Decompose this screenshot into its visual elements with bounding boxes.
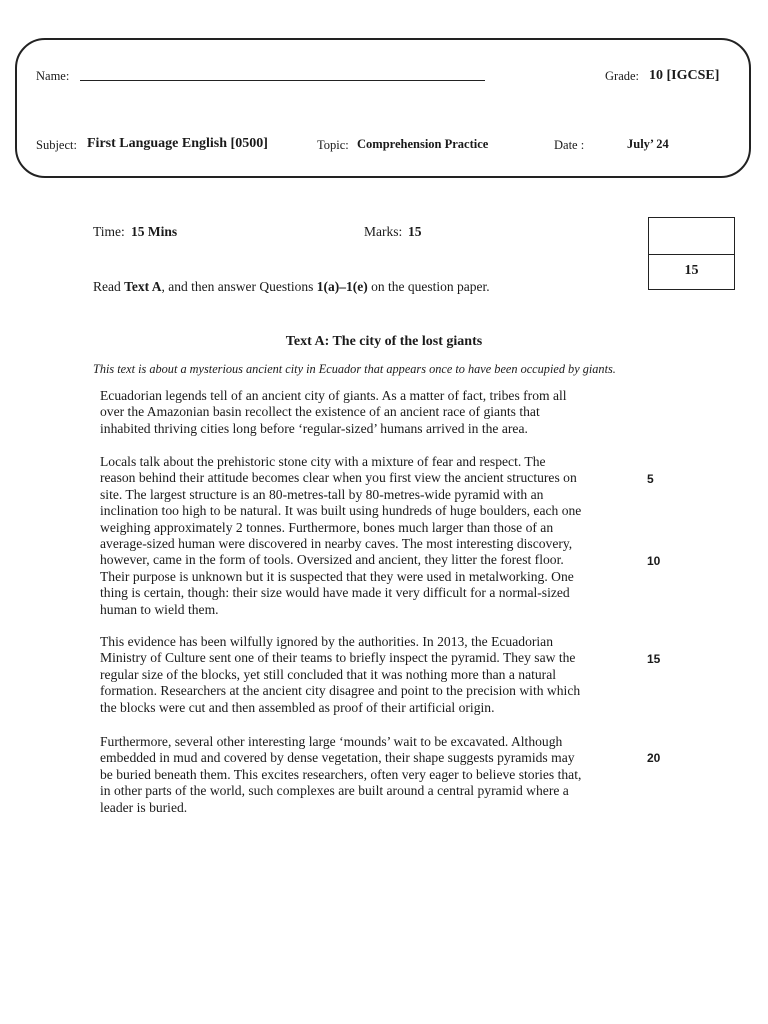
text-line: Locals talk about the prehistoric stone city with a mixture of fear and respect. The: [100, 454, 546, 469]
text-line: reason behind their attitude becomes clear when you first view the ancient structures on: [100, 470, 577, 486]
line-number-5: 5: [647, 472, 654, 486]
line-number-10: 10: [647, 554, 661, 568]
passage-title: Text A: The city of the lost giants: [285, 334, 483, 349]
passage-intro: This text is about a mysterious ancient city in Ecuador that appears once to have been occupied by giants.: [93, 362, 616, 376]
text-line: the blocks were cut and then assembled as proof of their artificial origin.: [100, 699, 495, 715]
marks-box: [648, 217, 735, 290]
instruction-part3: on the question paper.: [367, 279, 490, 294]
grade-label: Grade:: [605, 69, 640, 83]
text-line: Ecuadorian legends tell of an ancient city of giants. As a matter of fact, tribes from all: [100, 388, 567, 403]
paragraph-2: [100, 454, 640, 618]
line-number-20: 20: [647, 751, 661, 765]
text-line: inclination too high to be natural. It was built using hundreds of huge boulders, each one: [100, 503, 582, 519]
time-label: Time:: [93, 224, 125, 239]
topic-label: Topic:: [317, 138, 349, 152]
text-line: over the Amazonian basin recollect the existence of an ancient race of giants that: [100, 404, 540, 420]
text-line: This evidence has been wilfully ignored by the authorities. In 2013, the Ecuadorian: [100, 634, 553, 649]
paragraph-1: [100, 388, 640, 437]
text-line: site. The largest structure is an 80-metres-tall by 80-metres-wide pyramid with an: [100, 486, 544, 502]
text-line: Their purpose is unknown but it is suspected that they were used in metalworking. One: [100, 568, 574, 584]
marks-box-divider: [649, 254, 734, 255]
text-line: embedded in mud and covered by dense vegetation, their shape suggests pyramids may: [100, 750, 575, 766]
text-line: in other parts of the world, such complexes are built around a central pyramid where a: [100, 783, 569, 799]
text-line: Furthermore, several other interesting large ‘mounds’ wait to be excavated. Although: [100, 734, 563, 749]
marks-box-total: 15: [684, 263, 699, 278]
text-line: weighing approximately 2 tonnes. Furthermore, bones much larger than those of an: [100, 519, 554, 535]
paragraph-3: [100, 634, 640, 716]
marks-value: 15: [408, 224, 422, 239]
instruction-questions: 1(a)–1(e): [316, 279, 368, 294]
text-line: thing is certain, though: their size would have made it very difficult for a normal-sized: [100, 585, 570, 601]
paragraph-4: [100, 734, 640, 816]
name-field[interactable]: [80, 80, 485, 81]
student-info-header: [15, 38, 751, 178]
name-label: Name:: [36, 69, 70, 83]
text-line: leader is buried.: [100, 799, 188, 815]
text-line: Ministry of Culture sent one of their teams to briefly inspect the pyramid. They saw the: [100, 650, 576, 666]
subject-label: Subject:: [36, 138, 77, 152]
subject-value: First Language English [0500]: [87, 136, 268, 151]
text-line: human to wield them.: [100, 601, 219, 617]
text-line: regular size of the blocks, yet still concluded that it was nothing more than a natural: [100, 666, 557, 682]
text-line: average-sized human were discovered in nearby caves. The most interesting discovery,: [100, 535, 573, 551]
marks-label: Marks:: [364, 224, 403, 239]
instruction-text-ref: Text A: [124, 279, 162, 294]
instruction: [93, 279, 490, 295]
text-line: formation. Researchers at the ancient city disagree and point to the precision with which: [100, 683, 581, 699]
text-line: however, came in the form of tools. Oversized and ancient, they litter the forest floor.: [100, 552, 564, 568]
text-line: be buried beneath them. This excites researchers, often very eager to believe stories that,: [100, 766, 582, 782]
time-value: 15 Mins: [131, 224, 178, 239]
instruction-part1: Read: [93, 279, 125, 294]
topic-value: Comprehension Practice: [357, 137, 489, 151]
instruction-part2: , and then answer Questions: [161, 279, 317, 294]
line-number-15: 15: [647, 652, 661, 666]
grade-value: 10 [IGCSE]: [649, 68, 720, 83]
date-value: July’ 24: [627, 137, 669, 151]
text-line: inhabited thriving cities long before ‘regular-sized’ humans arrived in the area.: [100, 420, 528, 436]
date-label: Date :: [554, 138, 585, 152]
